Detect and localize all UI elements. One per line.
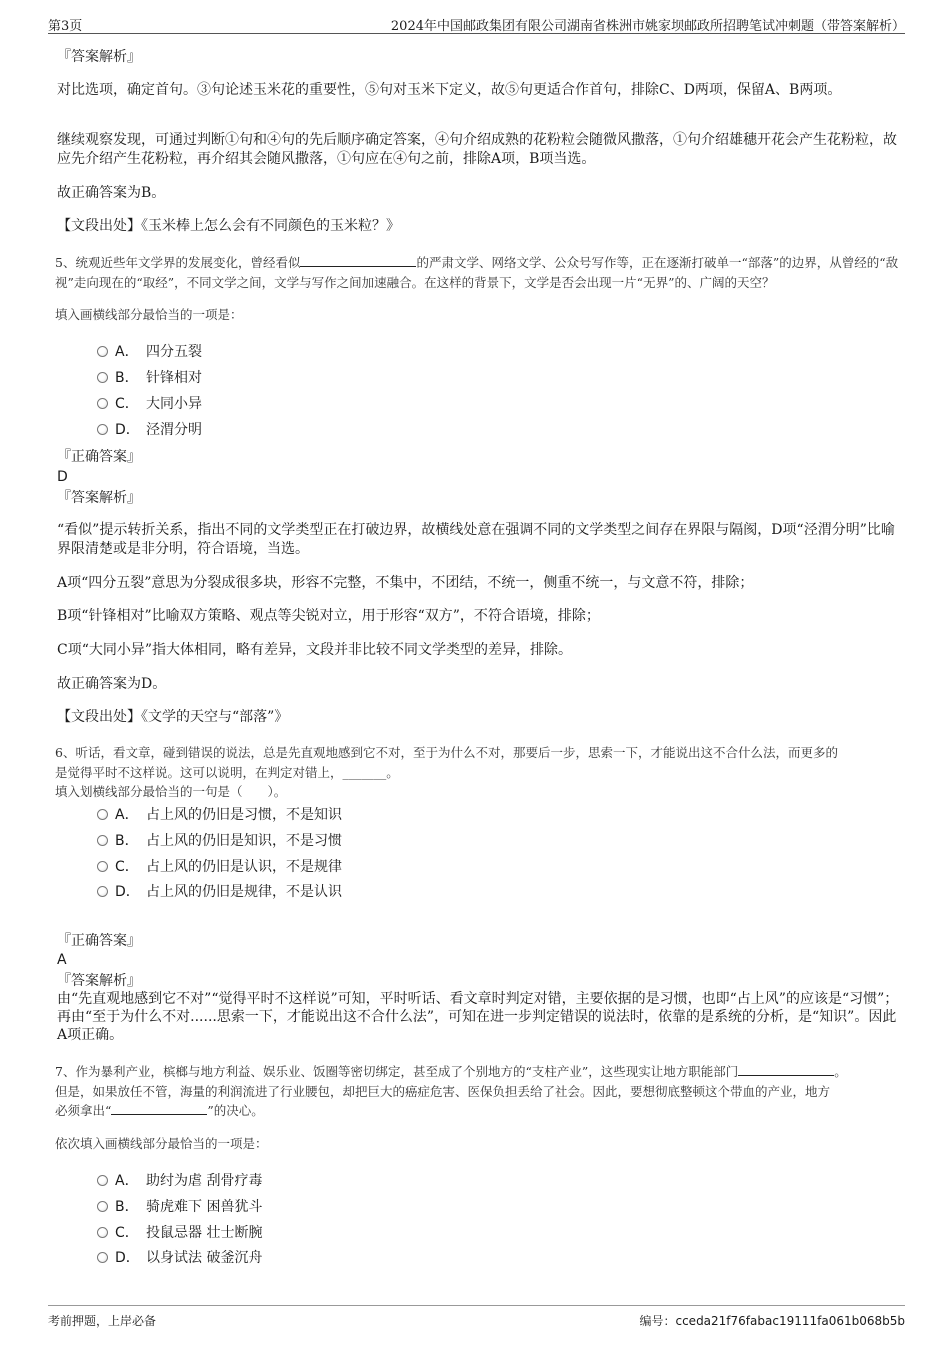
option-d[interactable] xyxy=(97,882,342,902)
source-citation: 【文段出处】《文学的天空与“部落”》 xyxy=(57,709,289,725)
radio-icon[interactable] xyxy=(97,372,108,383)
option-d[interactable] xyxy=(97,420,202,440)
option-key: D． xyxy=(115,884,140,900)
document-title: 2024年中国邮政集团有限公司湖南省株洲市姚家坝邮政所招聘笔试冲刺题（带答案解析） xyxy=(390,19,905,34)
radio-icon[interactable] xyxy=(97,835,108,846)
radio-icon[interactable] xyxy=(97,1201,108,1212)
source-citation: 【文段出处】《玉米棒上怎么会有不同颜色的玉米粒？》 xyxy=(57,218,400,234)
option-c[interactable] xyxy=(97,857,342,877)
option-text: 占上风的仍旧是规律，不是认识 xyxy=(146,884,342,900)
analysis-paragraph: 对比选项，确定首句。③句论述玉米花的重要性，⑤句对玉米下定义，故⑤句更适合作首句，排除C、D两项，保留A、B两项。 xyxy=(57,82,842,98)
correct-answer-heading: 『正确答案』 xyxy=(57,933,141,949)
stem-text: 。 xyxy=(834,1064,847,1079)
question-prompt: 填入划横线部分最恰当的一句是（ ）。 xyxy=(55,784,287,799)
question-7-stem-line2: 但是，如果放任不管，海量的利润流进了行业腰包，却把巨大的癌症危害、医保负担丢给了社会。因此，要想彻底整顿这个带血的产业，地方 xyxy=(55,1084,831,1099)
correct-answer: A xyxy=(57,952,67,968)
correct-answer: D xyxy=(57,469,68,485)
option-key: A． xyxy=(115,807,139,823)
radio-icon[interactable] xyxy=(97,861,108,872)
page-footer xyxy=(48,1305,905,1330)
option-key: C． xyxy=(115,859,139,875)
analysis-paragraph: B项“针锋相对”比喻双方策略、观点等尖锐对立，用于形容“双方”，不符合语境，排除； xyxy=(57,608,600,624)
option-text: 助纣为虐 刮骨疗毒 xyxy=(146,1173,263,1189)
question-prompt: 依次填入画横线部分最恰当的一项是： xyxy=(55,1136,268,1151)
answer-statement: 故正确答案为B。 xyxy=(57,185,166,201)
document-id-label: 编号： xyxy=(639,1314,676,1328)
radio-icon[interactable] xyxy=(97,424,108,435)
radio-icon[interactable] xyxy=(97,809,108,820)
radio-icon[interactable] xyxy=(97,1175,108,1186)
stem-text: 必须拿出“ xyxy=(55,1103,112,1118)
option-a[interactable] xyxy=(97,805,342,825)
option-key: C． xyxy=(115,1225,139,1241)
radio-icon[interactable] xyxy=(97,398,108,409)
option-key: B． xyxy=(115,370,139,386)
radio-icon[interactable] xyxy=(97,1227,108,1238)
question-6-stem-line1: 6、听话，看文章，碰到错误的说法，总是先直观地感到它不对，至于为什么不对，那要后一步，思索一下，才能说出这不合什么法，而更多的 xyxy=(55,745,838,760)
stem-text: ”的决心。 xyxy=(207,1103,264,1118)
option-text: 泾渭分明 xyxy=(146,422,202,438)
option-b[interactable] xyxy=(97,831,342,851)
fill-blank xyxy=(111,1102,207,1115)
analysis-heading: 『答案解析』 xyxy=(57,49,141,65)
option-b[interactable] xyxy=(97,368,202,388)
option-a[interactable] xyxy=(97,1171,262,1191)
option-key: B． xyxy=(115,1199,139,1215)
question-7-stem-line3 xyxy=(55,1101,903,1121)
fill-blank xyxy=(300,254,416,267)
question-7-stem-line1 xyxy=(55,1062,903,1082)
option-text: 针锋相对 xyxy=(146,370,202,386)
analysis-heading: 『答案解析』 xyxy=(57,490,141,506)
option-key: D． xyxy=(115,1250,140,1266)
option-key: B． xyxy=(115,833,139,849)
stem-text: 的严肃文学、网络文学、公众号写作等，正在逐渐打破单一“部落”的边界，从曾经的“敌视”走向现在的“取经”，不同文学之间，文学与写作之间加速融合。在这样的背景下，文学是否会出现一片“无界”的、广阔的天空？ xyxy=(55,255,899,290)
option-c[interactable] xyxy=(97,1223,262,1243)
analysis-paragraph: A项“四分五裂”意思为分裂成很多块，形容不完整，不集中，不团结，不统一，侧重不统一，与文意不符，排除； xyxy=(57,575,754,591)
option-key: A． xyxy=(115,1173,139,1189)
analysis-paragraph: “看似”提示转折关系，指出不同的文学类型正在打破边界，故横线处意在强调不同的文学类型之间存在界限与隔阂，D项“泾渭分明”比喻界限清楚或是非分明，符合语境，当选。 xyxy=(57,522,895,557)
option-text: 骑虎难下 困兽犹斗 xyxy=(146,1199,263,1215)
option-key: D． xyxy=(115,422,140,438)
option-text: 占上风的仍旧是习惯，不是知识 xyxy=(146,807,342,823)
answer-statement: 故正确答案为D。 xyxy=(57,676,167,692)
page-number: 第3页 xyxy=(48,19,83,34)
option-text: 投鼠忌器 壮士断腕 xyxy=(146,1225,263,1241)
page-header xyxy=(48,15,905,34)
question-6-stem-line2: 是觉得平时不这样说。这可以说明，在判定对错上，_______。 xyxy=(55,765,399,780)
option-text: 占上风的仍旧是认识，不是规律 xyxy=(146,859,342,875)
stem-text: 7、作为暴利产业，槟榔与地方利益、娱乐业、饭圈等密切绑定，甚至成了个别地方的“支柱产业”，这些现实让地方职能部门 xyxy=(55,1064,739,1079)
option-a[interactable] xyxy=(97,342,202,362)
radio-icon[interactable] xyxy=(97,886,108,897)
document-id xyxy=(639,1312,905,1329)
footer-slogan: 考前押题，上岸必备 xyxy=(48,1314,157,1328)
option-b[interactable] xyxy=(97,1197,262,1217)
option-key: A． xyxy=(115,344,139,360)
option-text: 大同小异 xyxy=(146,396,202,412)
fill-blank xyxy=(738,1063,834,1076)
radio-icon[interactable] xyxy=(97,346,108,357)
document-id-value: cceda21f76fabac19111fa061b068b5b xyxy=(675,1314,905,1328)
option-c[interactable] xyxy=(97,394,202,414)
option-d[interactable] xyxy=(97,1248,262,1268)
analysis-paragraph: C项“大同小异”指大体相同，略有差异，文段并非比较不同文学类型的差异，排除。 xyxy=(57,642,573,658)
radio-icon[interactable] xyxy=(97,1252,108,1263)
analysis-paragraph: 继续观察发现，可通过判断①句和④句的先后顺序确定答案，④句介绍成熟的花粉粒会随微风撒落，①句介绍雄穗开花会产生花粉粒，故应先介绍产生花粉粒，再介绍其会随风撒落，①句应在④句之前，排除A项，B项当选。 xyxy=(57,132,897,167)
option-key: C． xyxy=(115,396,139,412)
option-text: 占上风的仍旧是知识，不是习惯 xyxy=(146,833,342,849)
correct-answer-heading: 『正确答案』 xyxy=(57,449,141,465)
analysis-paragraph: 由“先直观地感到它不对”“觉得平时不这样说”可知，平时听话、看文章时判定对错，主要依据的是习惯，也即“占上风”的应该是“习惯”；再由“至于为什么不对......思索一下，才能说出这不合什么法”，可知在进一步判定错误的说法时，依靠的是系统的分析，是“知识”。因此A项正确。 xyxy=(57,991,899,1043)
option-text: 四分五裂 xyxy=(146,344,202,360)
option-text: 以身试法 破釜沉舟 xyxy=(146,1250,263,1266)
question-5-stem xyxy=(55,253,903,293)
question-prompt: 填入画横线部分最恰当的一项是： xyxy=(55,307,243,322)
stem-text: 5、统观近些年文学界的发展变化，曾经看似 xyxy=(55,255,301,270)
analysis-heading: 『答案解析』 xyxy=(57,973,141,989)
